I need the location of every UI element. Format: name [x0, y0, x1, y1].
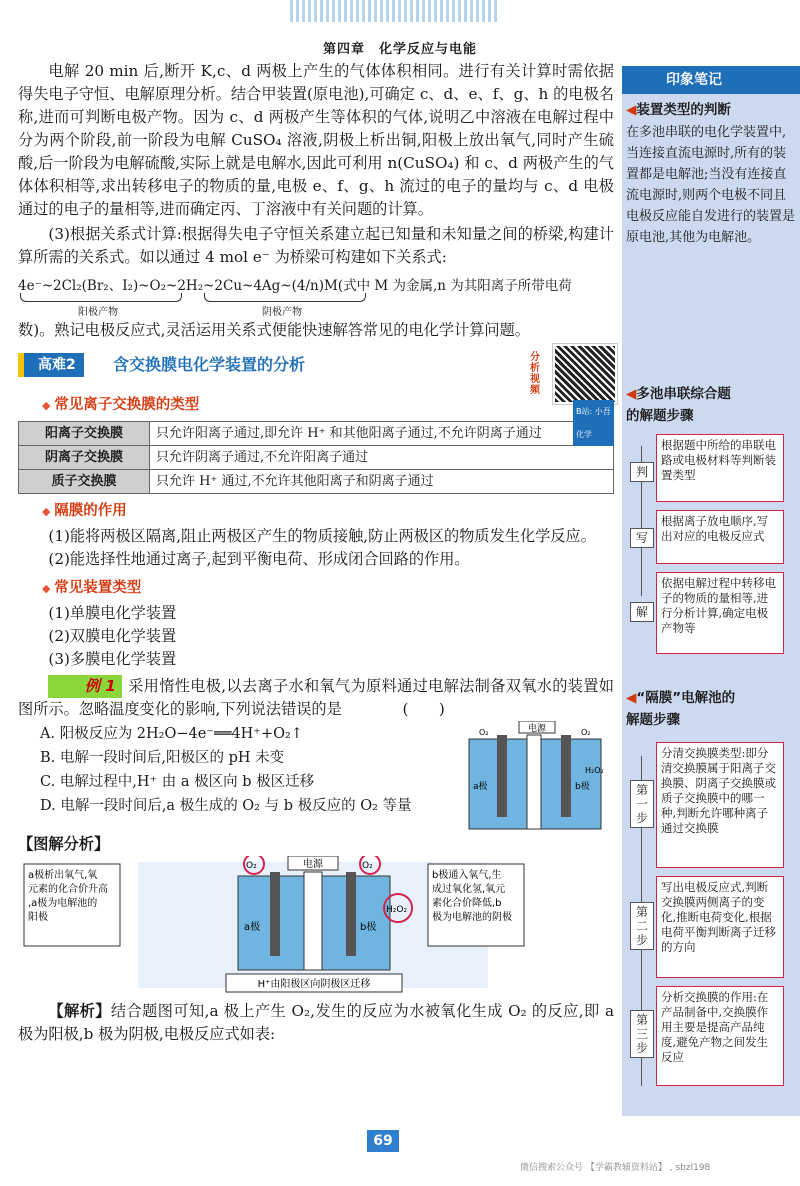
jiexi-heading: 【解析】 — [48, 1002, 111, 1020]
type-1: (1)单膜电化学装置 — [48, 604, 177, 622]
sidebar-title-3b: 解题步骤 — [626, 712, 680, 728]
left-note-line: a极析出氧气,氧 — [28, 870, 98, 881]
sidebar-title-1 — [626, 100, 731, 121]
triangle-icon: ◀ — [626, 690, 637, 706]
qr-code-icon[interactable] — [553, 344, 617, 404]
table-row — [19, 446, 614, 470]
section-badge: 高难2 — [18, 353, 84, 377]
role-1: (1)能将两极区隔离,阻止两极区产生的物质接触,防止两极区的物质发生化学反应。 — [48, 527, 596, 545]
fig-o2-right: O₂ — [581, 728, 591, 737]
sidebar-header: 印象笔记 — [622, 66, 800, 94]
footer-watermark: 微信搜索公众号 【学霸教辅资料站】 , sbzl198 — [520, 1163, 711, 1173]
bottom-note: H⁺由阳极区向阴极区迁移 — [257, 979, 371, 990]
step-write-text: 根据离子放电顺序,写出对应的电极反应式 — [656, 510, 784, 564]
subheading-membrane-role: ◆ 隔膜的作用 — [42, 500, 614, 523]
left-note-line: 元素的化合价升高 — [28, 884, 108, 895]
table-key: 阴离子交换膜 — [19, 446, 150, 470]
page-number: 69 — [367, 1130, 399, 1152]
step-write: 写 — [630, 528, 654, 548]
right-note-line: 成过氧化氢,氧元 — [432, 884, 506, 895]
subheading-device-types: ◆ 常见装置类型 — [42, 577, 614, 600]
analysis-diagram — [18, 856, 614, 996]
qr-label: B站: 小吾化学 — [573, 400, 614, 446]
qr-side-label: 分析视频 — [530, 352, 540, 396]
table-value: 只允许阴离子通过,不允许阳离子通过 — [150, 446, 614, 470]
fig-h2o2: H₂O₂ — [585, 766, 604, 775]
membrane-step-3-text: 分析交换膜的作用:在产品制备中,交换膜作用主要是提高产品纯度,避免产物之间发生反应 — [656, 986, 784, 1086]
sidebar-title-3 — [626, 688, 735, 709]
chapter-title: 第四章 化学反应与电能 — [322, 42, 477, 57]
paragraph-3: 数)。熟记电极反应式,灵活运用关系式便能快速解答常见的电化学计算问题。 — [18, 321, 530, 339]
electrolysis-figure — [463, 721, 611, 833]
formula-text: 4e⁻~2Cl₂(Br₂、I₂)~O₂~2H₂~2Cu~4Ag~(4/n)M(式中 M 为金属,n 为其阳离子所带电荷 — [18, 278, 572, 294]
sidebar-title-2a: 多池串联综合题 — [636, 386, 731, 402]
example-tag: 例 1 — [48, 675, 121, 698]
membrane-step-3: 第三步 — [630, 1010, 654, 1058]
option-a: A. 阳极反应为 2H₂O−4e⁻══4H⁺+O₂↑ — [40, 726, 303, 742]
main-content — [18, 60, 614, 1046]
option-d: D. 电解一段时间后,a 极生成的 O₂ 与 b 极反应的 O₂ 等量 — [40, 798, 412, 814]
sidebar-title-1-text: 装置类型的判断 — [636, 102, 731, 118]
jiexi-text: 结合题图可知,a 极上产生 O₂,发生的反应为水被氧化生成 O₂ 的反应,即 a 极为阳极,b 极为阴极,电极反应式如表: — [18, 1002, 614, 1043]
table-key: 质子交换膜 — [19, 470, 150, 494]
subheading-membrane-types: ◆ 常见离子交换膜的类型 — [42, 394, 614, 417]
left-note-line: ,a极为电解池的 — [28, 898, 98, 909]
section-title: 含交换膜电化学装置的分析 — [113, 355, 306, 374]
analysis-b-pole: b极 — [360, 922, 377, 933]
sidebar-title-2 — [626, 384, 731, 405]
membrane-step-1-text: 分清交换膜类型:即分清交换膜属于阳离子交换膜、阴离子交换膜或质子交换膜中的哪一种,判断允许哪种离子通过交换膜 — [656, 742, 784, 868]
analysis-a-pole: a极 — [244, 922, 261, 933]
analysis-o2-right: O₂ — [362, 861, 373, 871]
membrane-table — [18, 421, 614, 494]
table-row — [19, 470, 614, 494]
header-decoration — [290, 0, 500, 22]
relation-formula — [18, 271, 614, 318]
analysis-o2-left: O₂ — [246, 861, 257, 871]
type-2: (2)双膜电化学装置 — [48, 627, 177, 645]
sidebar-title-3a: “隔膜”电解池的 — [636, 690, 736, 706]
analysis-heading: 【图解分析】 — [18, 835, 110, 853]
paragraph-2: (3)根据关系式计算:根据得失电子守恒关系建立起已知量和未知量之间的桥梁,构建计算所需的关系式。如以通过 4 mol e⁻ 为桥梁可构建如下关系式: — [18, 225, 614, 266]
table-value: 只允许 H⁺ 通过,不允许其他阳离子和阴离子通过 — [150, 470, 614, 494]
example-question: 采用惰性电极,以去离子水和氧气为原料通过电解法制备双氧水的装置如图所示。忽略温度变化的影响,下列说法错误的是 ( ) — [18, 677, 614, 718]
type-3: (3)多膜电化学装置 — [48, 650, 177, 668]
table-key: 阳离子交换膜 — [19, 422, 150, 446]
membrane-step-2: 第二步 — [630, 902, 654, 950]
fig-b-pole: b极 — [575, 782, 590, 792]
right-note-line: 素化合价降低,b — [432, 898, 502, 909]
cathode-label: 阴极产物 — [262, 307, 302, 318]
analysis-h2o2: H₂O₂ — [386, 905, 408, 915]
membrane-step-2-text: 写出电极反应式,判断交换膜两侧离子的变化,推断电荷变化,根据电荷平衡判断离子迁移的方向 — [656, 876, 784, 978]
role-2: (2)能选择性地通过离子,起到平衡电荷、形成闭合回路的作用。 — [48, 550, 470, 568]
fig-a-pole: a极 — [473, 782, 488, 792]
table-value: 只允许阳离子通过,即允许 H⁺ 和其他阳离子通过,不允许阴离子通过 — [150, 422, 614, 446]
right-note-line: 极为电解池的阴极 — [432, 912, 512, 923]
table-row — [19, 422, 614, 446]
step-judge: 判 — [630, 462, 654, 482]
page-header — [0, 0, 800, 58]
option-b: B. 电解一段时间后,阳极区的 pH 未变 — [40, 750, 285, 766]
step-solve: 解 — [630, 602, 654, 622]
triangle-icon: ◀ — [626, 102, 637, 118]
analysis-power-label: 电源 — [303, 859, 323, 870]
step-judge-text: 根据题中所给的串联电路或电极材料等判断装置类型 — [656, 434, 784, 502]
sidebar-title-2b: 的解题步骤 — [626, 408, 694, 424]
option-c: C. 电解过程中,H⁺ 由 a 极区向 b 极区迁移 — [40, 774, 315, 790]
fig-power-label: 电源 — [527, 724, 547, 734]
paragraph-1: 电解 20 min 后,断开 K,c、d 两极上产生的气体体积相同。进行有关计算时需依据得失电子守恒、电解原理分析。结合甲装置(原电池),可确定 c、d、e、f、g、h 的电极名称,进而可判断电极产物。因为 c、d 两极产生等体积的气体,说明乙中溶液在电解过程中分为两个阶段,前一阶段为电解 CuSO₄ 溶液,阴极上析出铜,阳极上放出氧气,同时产生硫酸,后一阶段为电解硫酸,实际上就是电解水,因此可利用 n(CuSO₄) 和 c、d 两极产生的气体体积相等,求出转移电子的物质的量,电极 e、f、g、h 流过的电子的量均与 c、d 电极通过的电子的量相等,进而确定丙、丁溶液中有关问题的计算。 — [18, 62, 614, 218]
fig-o2-left: O₂ — [479, 728, 489, 737]
sidebar-notes — [622, 66, 800, 1116]
anode-label: 阳极产物 — [78, 307, 118, 318]
right-note-line: b极通入氧气,生 — [432, 870, 502, 881]
example-1 — [18, 675, 614, 721]
left-note-line: 阳极 — [28, 912, 48, 923]
options — [18, 721, 614, 833]
membrane-step-1: 第一步 — [630, 780, 654, 828]
sidebar-text-1: 在多池串联的电化学装置中,当连接直流电源时,所有的装置都是电解池;当没有连接直流电源时,则两个电极不同且电极反应能自发进行的装置是原电池,其他为电解池。 — [626, 125, 796, 245]
step-solve-text: 依据电解过程中转移电子的物质的量相等,进行分析计算,确定电极产物等 — [656, 572, 784, 654]
analysis-figure — [18, 856, 614, 996]
triangle-icon: ◀ — [626, 386, 637, 402]
